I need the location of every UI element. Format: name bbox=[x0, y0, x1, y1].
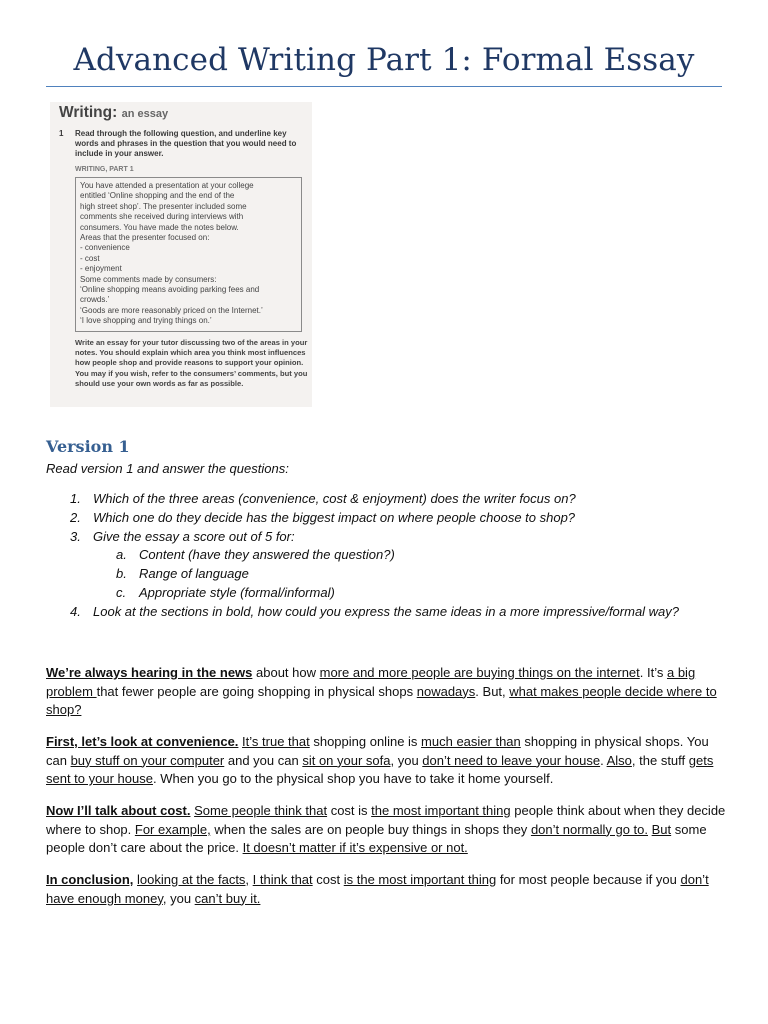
scan-box-line: ‘I love shopping and trying things on.’ bbox=[80, 316, 212, 326]
underlined-phrase: can’t buy it. bbox=[194, 890, 261, 906]
essay-text: when the sales are on people buy things in shops they bbox=[210, 821, 531, 837]
essay-text: shopping online is bbox=[309, 734, 422, 749]
underlined-phrase: looking at the facts, bbox=[137, 872, 250, 887]
scan-heading bbox=[59, 104, 168, 122]
scan-box-line: high street shop’. The presenter included some bbox=[80, 201, 247, 211]
question-number: 3. bbox=[70, 528, 81, 544]
question-text: Which one do they decide has the biggest impact on where people choose to shop? bbox=[93, 509, 576, 525]
scan-heading-sub: an essay bbox=[121, 108, 169, 120]
underlined-phrase: Also bbox=[606, 752, 632, 768]
scan-box-line: ‘Online shopping means avoiding parking fees and bbox=[80, 285, 260, 295]
underlined-phrase: the most important thing bbox=[371, 803, 511, 818]
bold-phrase: First, let’s look at convenience. bbox=[46, 734, 239, 749]
version-heading: Version 1 bbox=[46, 437, 130, 456]
version-intro: Read version 1 and answer the questions: bbox=[46, 461, 289, 476]
underlined-phrase: I think that bbox=[252, 872, 313, 887]
underlined-phrase: more and more people are buying things on the internet bbox=[319, 665, 640, 680]
scan-box-line: Areas that the presenter focused on: bbox=[80, 233, 210, 243]
scan-box-line: - cost bbox=[80, 253, 100, 263]
essay-text: shopping in physical shops. You can bbox=[46, 734, 709, 768]
question-item bbox=[46, 603, 726, 622]
underlined-phrase: don’t need to leave your house bbox=[422, 752, 601, 768]
question-list bbox=[46, 490, 726, 622]
essay-text: . When you go to the physical shop you have to take it home yourself. bbox=[152, 771, 554, 787]
bold-phrase: Now I’ll talk about cost. bbox=[46, 803, 191, 818]
scan-box-line: You have attended a presentation at your college bbox=[80, 181, 254, 190]
question-text: Which of the three areas (convenience, cost & enjoyment) does the writer focus on? bbox=[93, 491, 576, 506]
essay-text: , you bbox=[162, 890, 195, 906]
essay-text: about how bbox=[252, 665, 320, 680]
question-number: 4. bbox=[70, 603, 81, 619]
scan-box-line: entitled ‘Online shopping and the end of the bbox=[80, 191, 235, 201]
scan-exercise-number: 1 bbox=[59, 129, 64, 138]
scan-part-label: WRITING, PART 1 bbox=[75, 166, 134, 173]
textbook-scan bbox=[50, 102, 312, 407]
underlined-phrase: a big problem bbox=[46, 665, 696, 699]
sub-question-letter: a. bbox=[116, 547, 127, 563]
scan-box-line: comments she received during interviews with bbox=[80, 212, 244, 222]
sub-question-letter: c. bbox=[116, 584, 127, 600]
underlined-phrase: buy stuff on your computer bbox=[70, 752, 225, 768]
essay-text: . bbox=[600, 752, 607, 768]
essay-paragraph-conclusion bbox=[46, 871, 726, 908]
essay-text: cost bbox=[312, 872, 344, 887]
essay-text: and you can bbox=[224, 752, 303, 768]
essay-text: . It’s bbox=[639, 665, 667, 680]
underlined-phrase: don’t normally go to. bbox=[530, 821, 649, 837]
essay-paragraph-intro bbox=[46, 664, 726, 720]
underlined-phrase: much easier than bbox=[421, 734, 521, 749]
question-number: 1. bbox=[70, 491, 81, 506]
underlined-phrase: don’t have enough money bbox=[46, 872, 709, 906]
underlined-phrase: It’s true that bbox=[242, 734, 310, 749]
scan-box-line: crowds.’ bbox=[80, 295, 110, 305]
question-item bbox=[46, 509, 726, 528]
underlined-phrase: For example, bbox=[134, 821, 211, 837]
sub-question-text: Range of language bbox=[139, 566, 249, 582]
scan-task: Write an essay for your tutor discussing two of the areas in your notes. You should explain which area you think most influences how people shop and provide reasons to support your opinion. You may if you wish, refer to the consumers’ comments, but you should use your own words as far as possible. bbox=[75, 338, 308, 388]
question-number: 2. bbox=[70, 509, 81, 525]
essay-text: cost is bbox=[327, 803, 372, 818]
essay-text: , the stuff bbox=[631, 752, 689, 768]
title-divider bbox=[46, 86, 722, 87]
underlined-phrase: But bbox=[651, 821, 672, 837]
scan-box-line: - convenience bbox=[80, 243, 130, 253]
scan-question-box bbox=[75, 177, 302, 332]
essay-text: . But, bbox=[475, 683, 510, 699]
bold-phrase: In conclusion, bbox=[46, 872, 134, 887]
sub-question-item bbox=[46, 584, 726, 603]
underlined-phrase: what makes people decide where to shop? bbox=[46, 683, 717, 718]
sub-question-text: Appropriate style (formal/informal) bbox=[139, 584, 335, 600]
underlined-phrase: sit on your sofa bbox=[302, 752, 391, 768]
scan-box-line: - enjoyment bbox=[80, 264, 122, 274]
question-item bbox=[46, 490, 726, 509]
underlined-phrase: It doesn’t matter if it’s expensive or not. bbox=[242, 840, 468, 856]
essay-text: people think about when they decide where to shop. bbox=[46, 803, 726, 837]
scan-box-line: Some comments made by consumers: bbox=[80, 274, 217, 284]
question-item bbox=[46, 528, 726, 547]
sub-question-item bbox=[46, 565, 726, 584]
essay-paragraph-cost bbox=[46, 802, 726, 858]
underlined-phrase: nowadays bbox=[416, 683, 476, 699]
essay-text: for most people because if you bbox=[496, 872, 681, 887]
scan-box-line: consumers. You have made the notes below. bbox=[80, 222, 239, 232]
essay-text: some people don’t care about the price. bbox=[46, 821, 707, 856]
essay-text: that fewer people are going shopping in physical shops bbox=[96, 683, 417, 699]
underlined-phrase: gets sent to your house bbox=[46, 752, 714, 787]
sub-question-item bbox=[46, 546, 726, 565]
underlined-phrase: is the most important thing bbox=[343, 872, 497, 887]
underlined-phrase: Some people think that bbox=[194, 803, 328, 818]
page-title: Advanced Writing Part 1: Formal Essay bbox=[73, 42, 695, 78]
essay-paragraph-convenience bbox=[46, 733, 726, 789]
question-text: Give the essay a score out of 5 for: bbox=[93, 528, 295, 544]
question-text: Look at the sections in bold, how could you express the same ideas in a more impressive/formal way? bbox=[93, 603, 680, 619]
scan-box-line: ‘Goods are more reasonably priced on the Internet.’ bbox=[80, 305, 263, 315]
essay-text: , you bbox=[390, 752, 423, 768]
scan-heading-main: Writing: bbox=[59, 104, 118, 121]
sub-question-letter: b. bbox=[116, 566, 127, 582]
sub-question-text: Content (have they answered the question?) bbox=[139, 547, 395, 563]
bold-phrase: We’re always hearing in the news bbox=[46, 665, 253, 680]
scan-instruction: Read through the following question, and underline key words and phrases in the question that you would need to include in your answer. bbox=[75, 129, 297, 159]
